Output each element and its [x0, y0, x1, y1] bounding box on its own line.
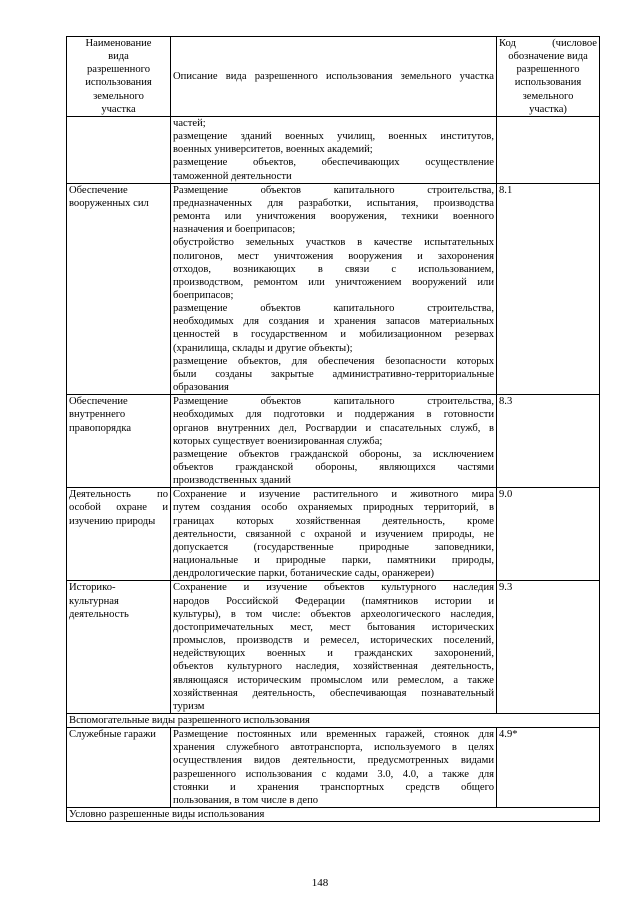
text-line: правопорядка — [69, 422, 132, 434]
text-line: недействующих военных и гражданских захоронений, — [173, 648, 494, 660]
text-line: туризм — [173, 700, 205, 712]
land-use-row — [67, 581, 600, 714]
section-title-conditional: Условно разрешенные виды использования — [67, 808, 600, 822]
text-line: которых существует военизированная служба; — [173, 435, 383, 447]
text-line: Размещение постоянных или временных гаражей, стоянок для — [173, 729, 494, 741]
text-line: производством, ремонтом или уничтожением вооружений или — [173, 276, 494, 288]
text-line: были созданы закрытые административно-территориальные — [173, 368, 494, 380]
land-use-row — [67, 395, 600, 488]
text-line: назначения и боеприпасов; — [173, 224, 296, 236]
use-code-cell: 9.3 — [497, 581, 600, 714]
use-code-cell: 8.1 — [497, 183, 600, 395]
text-line: путем создания особо охраняемых природных территорий, в — [173, 502, 494, 514]
text-line: образования — [173, 382, 229, 394]
text-line: необходимых для создания и хранения запасов материальных — [173, 316, 494, 328]
text-line: Сохранение и изучение объектов культурного наследия — [173, 582, 494, 594]
header-line: земельного — [93, 90, 144, 102]
header-line: вида — [108, 51, 129, 63]
header-code-cell — [497, 37, 600, 117]
use-name-cell — [67, 488, 171, 581]
use-code-cell: 4.9* — [497, 728, 600, 808]
use-description-cell — [171, 488, 497, 581]
section-row-auxiliary — [67, 713, 600, 727]
text-line: дендрологические парки, ботанические сады, оранжереи) — [173, 568, 435, 580]
text-line: вооруженных сил — [69, 197, 149, 209]
text-line: промыслов, производств и ремесел, исторических поселений, — [173, 635, 494, 647]
use-name-cell — [67, 728, 171, 808]
text-line: стоянки и хранения транспортных средств общего — [173, 781, 494, 793]
text-line: ремонта или уничтожения вооружения, техники военного — [173, 211, 494, 223]
auxiliary-use-row — [67, 728, 600, 808]
use-description-cell — [171, 116, 497, 183]
text-line: размещение зданий военных училищ, военных институтов, — [173, 131, 494, 143]
header-line: разрешенного — [86, 64, 151, 76]
header-line: разрешенного — [516, 64, 580, 76]
text-line: размещение объектов, обеспечивающих осуществление — [173, 157, 494, 169]
page-number: 148 — [311, 877, 329, 889]
header-line: Код (числовое — [499, 38, 597, 49]
text-line: объектов гражданской обороны, являющихся частями — [173, 462, 494, 473]
text-line: (хранилища, склады и другие объекты); — [173, 342, 353, 354]
use-name-cell — [67, 395, 171, 488]
text-line: осуществления видов деятельности, предусмотренных видами — [173, 755, 494, 767]
text-line: объектов культурного наследия, хозяйственная деятельность, — [173, 661, 494, 673]
use-description-cell — [171, 728, 497, 808]
text-line: разрешенного использования с кодами 3.0, 4.0, а также для — [173, 768, 494, 780]
use-description-cell — [171, 395, 497, 488]
text-line: особой охране и — [69, 502, 168, 514]
section-row-conditional — [67, 808, 600, 822]
land-use-row — [67, 183, 600, 395]
land-use-row — [67, 488, 600, 581]
section-title-auxiliary: Вспомогательные виды разрешенного использования — [67, 713, 600, 727]
text-line: внутреннего — [69, 409, 126, 421]
header-name-text — [69, 37, 168, 116]
text-line: Размещение объектов капитального строительства, — [173, 396, 494, 408]
text-line: допускается (государственные природные заповедники, — [173, 541, 494, 553]
text-line: народов Российской Федерации (памятников истории и — [173, 595, 494, 607]
use-name-cell — [67, 183, 171, 395]
text-line: деятельности, связанной с охраной и изучением природы, не — [173, 528, 494, 540]
header-line: участка) — [529, 103, 567, 115]
text-line: достопримечательных мест, мест бытования исторических — [173, 621, 494, 633]
text-line: хозяйственная деятельность, обеспечивающая познавательный — [173, 687, 494, 699]
text-line: Историко- — [69, 582, 116, 594]
text-line: Обеспечение — [69, 184, 128, 196]
text-line: частей; — [173, 117, 206, 129]
header-name-cell — [67, 37, 171, 117]
use-name-cell — [67, 116, 171, 183]
text-line: границах которых хозяйственная деятельность, кроме — [173, 515, 494, 527]
text-line: обустройство земельных участков в качестве испытательных — [173, 237, 494, 249]
header-line: Наименование — [85, 38, 152, 49]
main-rows — [67, 116, 600, 713]
text-line: размещение объектов, для обеспечения безопасности которых — [173, 355, 494, 367]
text-line: Сохранение и изучение растительного и животного мира — [173, 489, 494, 501]
text-line: необходимых для подготовки и поддержания в готовности — [173, 409, 494, 421]
land-use-table — [66, 36, 600, 822]
text-line: предназначенных для разработки, испытания, производства — [173, 197, 494, 209]
header-description-cell — [171, 37, 497, 117]
text-line: боеприпасов; — [173, 289, 234, 301]
text-line: полигонов, мест уничтожения вооружения и захоронения — [173, 250, 494, 262]
text-line: военных университетов, военных академий; — [173, 144, 373, 156]
text-line: производственных зданий — [173, 475, 291, 487]
text-line: Деятельность по — [69, 489, 168, 501]
text-line: Размещение объектов капитального строительства, — [173, 184, 494, 196]
text-line: национальные и природные парки, памятники природы, — [173, 555, 494, 567]
text-line: пользования, в том числе в депо — [173, 794, 319, 806]
use-code-cell: 9.0 — [497, 488, 600, 581]
header-line: земельного — [522, 90, 574, 102]
text-line: деятельность — [69, 608, 129, 620]
use-name-cell — [67, 581, 171, 714]
auxiliary-rows — [67, 728, 600, 808]
text-line: изучению природы — [69, 515, 156, 527]
use-code-cell: 8.3 — [497, 395, 600, 488]
header-line: использования — [85, 77, 152, 89]
text-line: являющаяся историческим промыслом или ремеслом, а также — [173, 674, 494, 686]
text-line: Служебные гаражи — [69, 729, 156, 741]
table-header-row — [67, 37, 600, 117]
text-line: хранения служебного автотранспорта, используемого в целях — [173, 742, 494, 754]
use-code-cell — [497, 116, 600, 183]
text-line: таможенной деятельности — [173, 170, 292, 182]
land-use-row — [67, 116, 600, 183]
use-description-cell — [171, 183, 497, 395]
text-line: размещение объектов капитального строительства, — [173, 303, 494, 315]
header-code-text — [499, 37, 597, 116]
text-line: культурная — [69, 595, 119, 607]
text-line: культуры), в том числе: объектов археологического наследия, — [173, 608, 494, 620]
text-line: органов внутренних дел, Росгвардии и спасательных служб, в — [173, 422, 494, 434]
header-description-text: Описание вида разрешенного использования земельного участка — [173, 70, 494, 82]
text-line: Обеспечение — [69, 396, 128, 408]
text-line: ценностей в государственном и мобилизационном резервах — [173, 329, 494, 341]
use-description-cell — [171, 581, 497, 714]
text-line: размещение объектов гражданской обороны, за исключением — [173, 448, 494, 460]
header-line: обозначение вида — [508, 51, 588, 63]
text-line: отходов, возникающих в связи с использованием, — [173, 263, 494, 275]
header-line: использования — [514, 77, 582, 89]
header-line: участка — [101, 103, 136, 115]
